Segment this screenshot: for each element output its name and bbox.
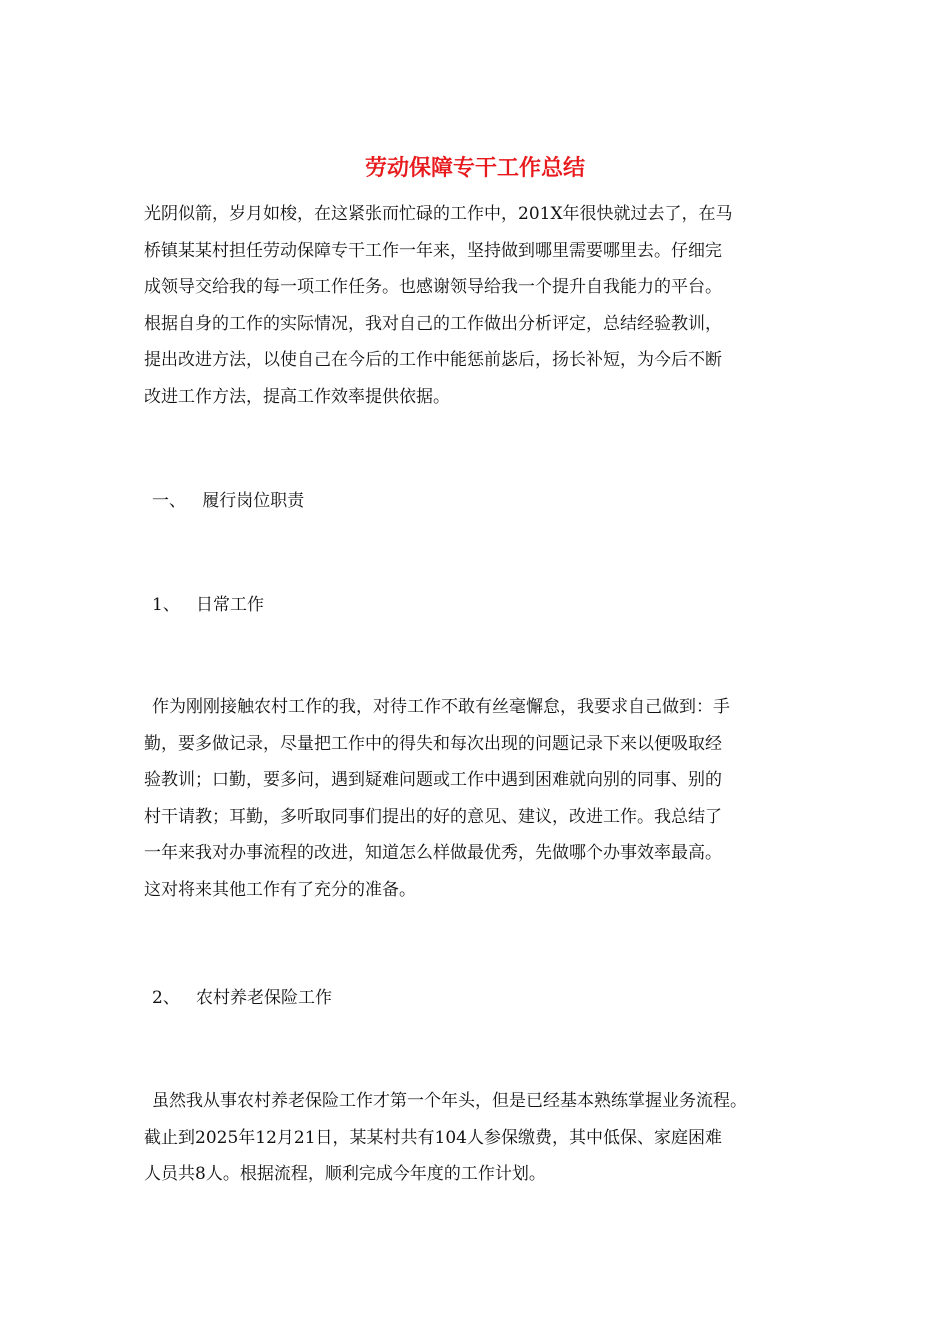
daily-work-line: 这对将来其他工作有了充分的准备。 bbox=[144, 879, 416, 900]
daily-work-line: 验教训；口勤，要多问，遇到疑难问题或工作中遇到困难就向别的同事、别的 bbox=[144, 770, 722, 790]
pension-work-line: 虽然我从事农村养老保险工作才第一个年头，但是已经基本熟练掌握业务流程。 bbox=[152, 1091, 747, 1111]
intro-line: 成领导交给我的每一项工作任务。也感谢领导给我一个提升自我能力的平台。 bbox=[144, 277, 722, 297]
pension-work-line: 截止到2025年12月21日，某某村共有104人参保缴费，其中低保、家庭困难 bbox=[144, 1127, 722, 1148]
daily-work-line: 作为刚刚接触农村工作的我，对待工作不敢有丝毫懈怠，我要求自己做到：手 bbox=[152, 697, 730, 717]
section-heading-duties: 一、 履行岗位职责 bbox=[152, 491, 305, 511]
daily-work-paragraph bbox=[144, 689, 824, 908]
intro-line: 改进工作方法，提高工作效率提供依据。 bbox=[144, 386, 450, 407]
intro-line: 根据自身的工作的实际情况，我对自己的工作做出分析评定，总结经验教训， bbox=[144, 313, 722, 334]
subsection-heading-daily-work: 1、 日常工作 bbox=[152, 595, 265, 615]
pension-work-line: 人员共8人。根据流程，顺利完成今年度的工作计划。 bbox=[144, 1164, 546, 1184]
intro-paragraph bbox=[144, 196, 824, 415]
document-title: 劳动保障专干工作总结 bbox=[364, 155, 585, 181]
daily-work-line: 村干请教；耳勤，多听取同事们提出的好的意见、建议，改进工作。我总结了 bbox=[144, 806, 722, 827]
daily-work-line: 一年来我对办事流程的改进，知道怎么样做最优秀，先做哪个办事效率最高。 bbox=[144, 843, 722, 863]
pension-work-paragraph bbox=[144, 1083, 824, 1193]
subsection-heading-pension-work: 2、 农村养老保险工作 bbox=[152, 988, 333, 1008]
intro-line: 光阴似箭，岁月如梭，在这紧张而忙碌的工作中，201X年很快就过去了，在马 bbox=[144, 204, 733, 224]
intro-line: 提出改进方法，以使自己在今后的工作中能惩前毖后，扬长补短，为今后不断 bbox=[144, 350, 722, 370]
intro-line: 桥镇某某村担任劳动保障专干工作一年来，坚持做到哪里需要哪里去。仔细完 bbox=[144, 240, 722, 261]
daily-work-line: 勤，要多做记录，尽量把工作中的得失和每次出现的问题记录下来以便吸取经 bbox=[144, 733, 722, 754]
